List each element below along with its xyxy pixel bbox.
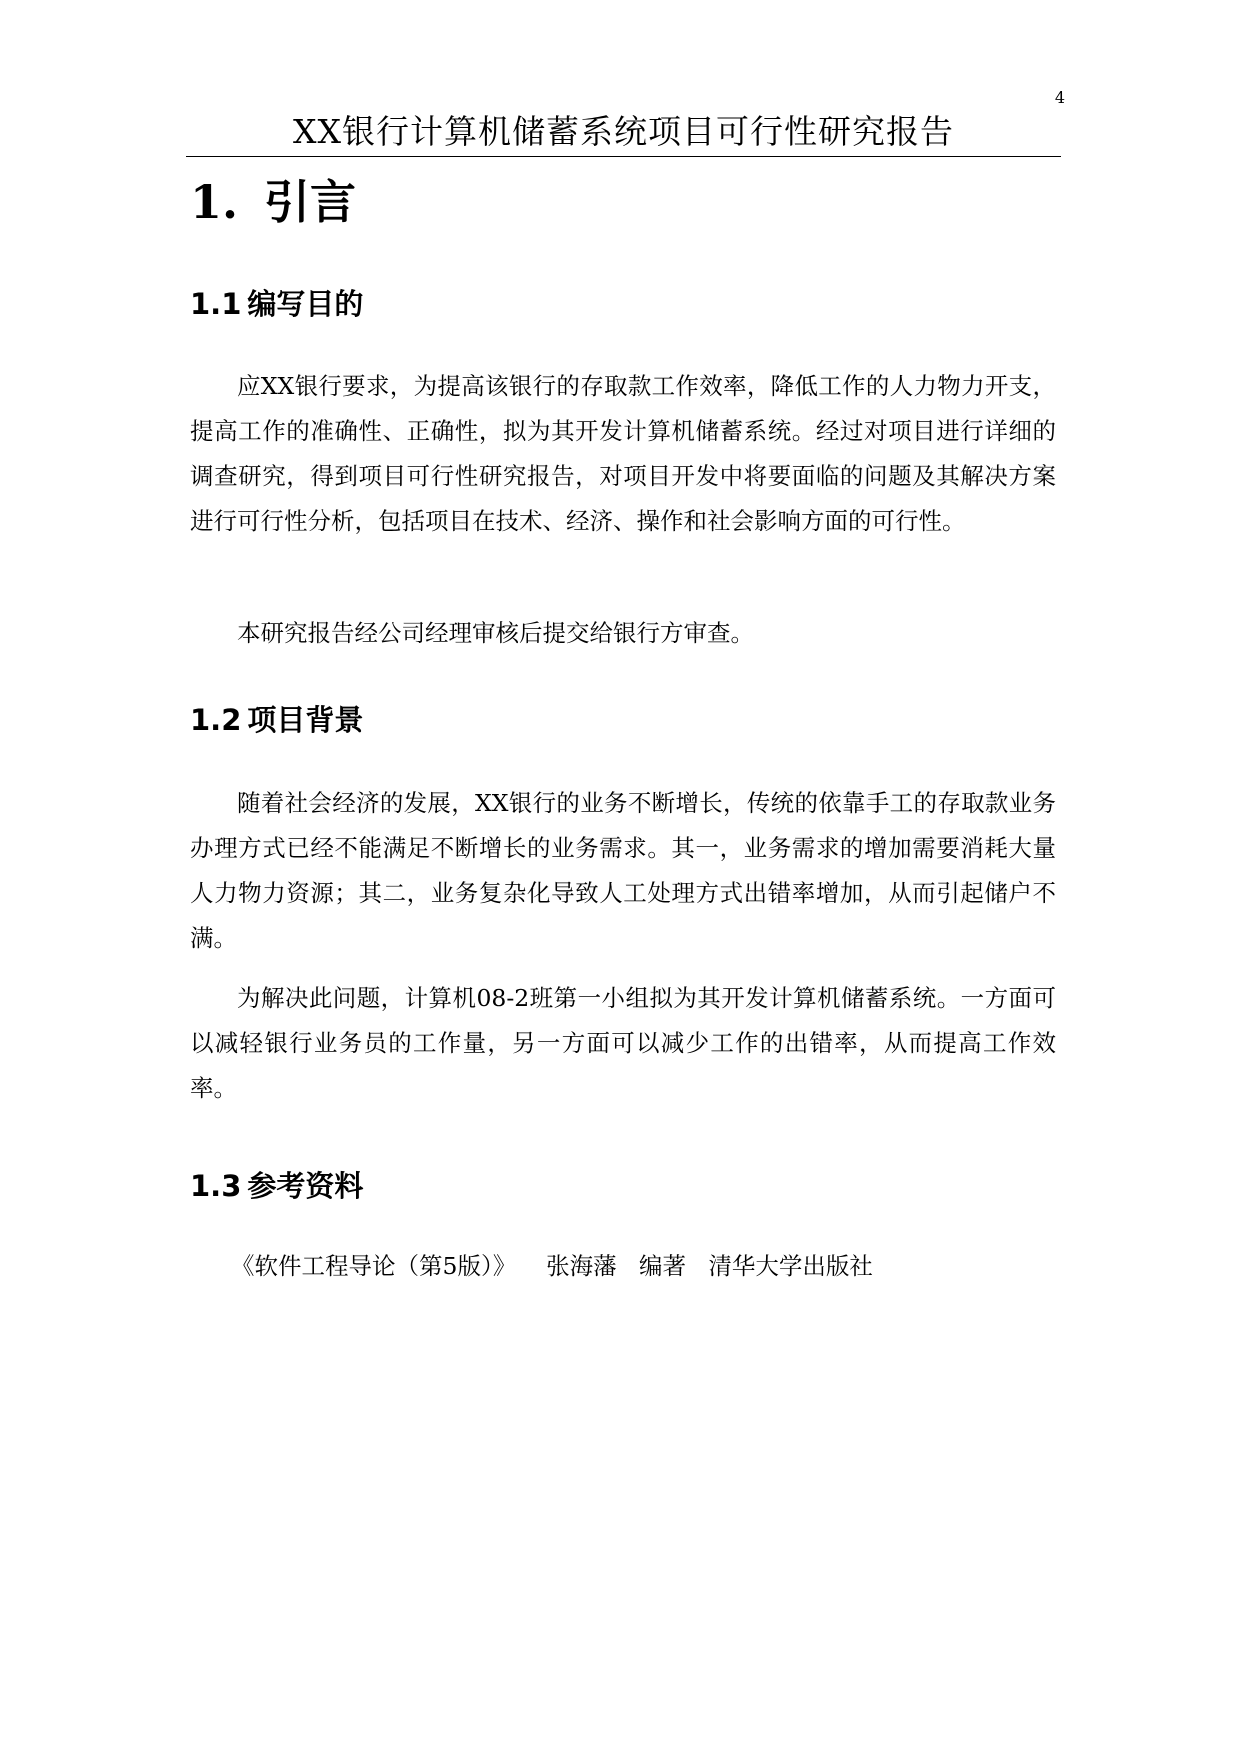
reference-role: 编著 (639, 1252, 687, 1280)
chapter-number: 1. (190, 175, 239, 229)
section-number: 1.2 (190, 703, 242, 737)
chapter-title-text: 引言 (264, 175, 357, 229)
section-number: 1.3 (190, 1169, 242, 1203)
reference-book: 《软件工程导论（第5版）》 (231, 1252, 517, 1280)
section-heading-purpose (190, 284, 363, 324)
page-number: 4 (1054, 88, 1066, 107)
reference-publisher: 清华大学出版社 (708, 1252, 873, 1280)
section-title: 参考资料 (247, 1169, 364, 1203)
paragraph-purpose-2: 本研究报告经公司经理审核后提交给银行方审查。 (237, 619, 754, 647)
header-rule (186, 156, 1061, 157)
reference-entry (231, 1246, 873, 1286)
section-number: 1.1 (190, 287, 242, 321)
reference-author: 张海藩 (546, 1252, 617, 1280)
paragraph-background-1: 随着社会经济的发展，XX银行的业务不断增长，传统的依靠手工的存取款业务办理方式已经不能满足不断增长的业务需求。其一，业务需求的增加需要消耗大量人力物力资源；其二，业务复杂化导致人工处理方式出错率增加，从而引起储户不满。 (190, 789, 1056, 952)
section-heading-background (190, 700, 363, 740)
section-title: 编写目的 (247, 287, 364, 321)
running-header: XX银行计算机储蓄系统项目可行性研究报告 (293, 112, 954, 151)
paragraph-purpose-1: 应XX银行要求，为提高该银行的存取款工作效率，降低工作的人力物力开支，提高工作的准确性、正确性，拟为其开发计算机储蓄系统。经过对项目进行详细的调查研究，得到项目可行性研究报告，对项目开发中将要面临的问题及其解决方案进行可行性分析，包括项目在技术、经济、操作和社会影响方面的可行性。 (190, 372, 1056, 535)
section-title: 项目背景 (247, 703, 364, 737)
section-heading-references (190, 1166, 363, 1206)
paragraph-background-2: 为解决此问题，计算机08-2班第一小组拟为其开发计算机储蓄系统。一方面可以减轻银行业务员的工作量，另一方面可以减少工作的出错率，从而提高工作效率。 (190, 984, 1056, 1102)
chapter-title (190, 170, 356, 234)
